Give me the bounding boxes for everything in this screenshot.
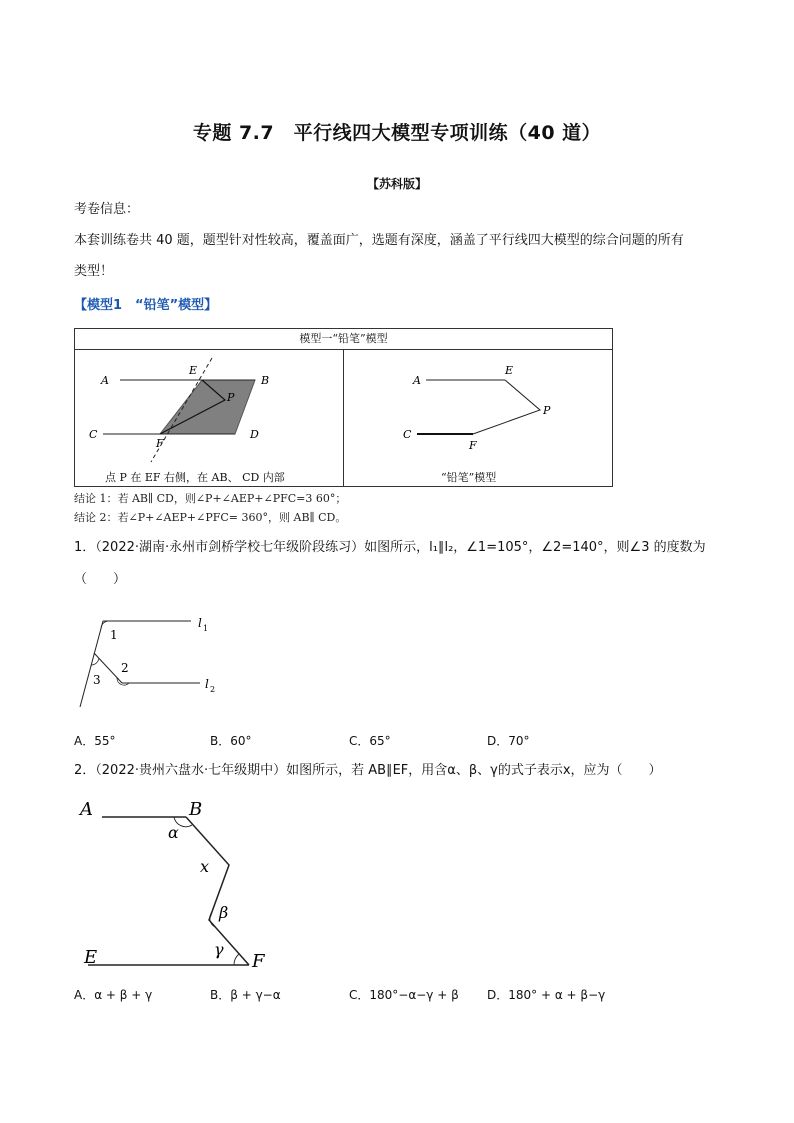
label-c-left: C [89, 428, 98, 441]
label-l2-sub: 2 [210, 685, 216, 694]
angle-3-label: 3 [93, 673, 101, 687]
q1-option-c[interactable]: C．65° [349, 734, 391, 748]
question-1-number: 1． [74, 540, 96, 555]
label-e: E [84, 947, 98, 968]
label-e-right: E [505, 364, 514, 377]
model-figure-drawings [75, 350, 612, 487]
right-caption: “铅笔”模型 [441, 471, 497, 484]
angle-gamma-arc [234, 954, 239, 965]
q2-option-b[interactable]: B．β + γ−α [210, 988, 281, 1002]
label-beta: β [219, 903, 229, 922]
label-x: x [200, 857, 210, 876]
angle-1-label: 1 [110, 628, 118, 642]
question-1-text: （2022·湖南·永州市剑桥学校七年级阶段练习）如图所示，l₁∥l₂，∠1=105°，∠2=140°，则∠3 的度数为 [95, 540, 706, 555]
q1-option-b[interactable]: B．60° [210, 734, 252, 748]
q2-option-d[interactable]: D．180° + α + β−γ [487, 988, 606, 1002]
label-b-left: B [261, 374, 270, 387]
label-a: A [80, 799, 93, 820]
section-model1-heading: 【模型1 “铅笔”模型】 [74, 298, 218, 313]
conclusion-2: 结论 2：若∠P+∠AEP+∠PFC= 360°，则 AB∥ CD。 [74, 511, 347, 524]
left-caption: 点 P 在 EF 右侧，在 AB、 CD 内部 [105, 471, 285, 484]
question-1-stem [74, 538, 706, 558]
info-text-line1: 本套训练卷共 40 题，题型针对性较高，覆盖面广，选题有深度，涵盖了平行线四大模型的综合问题的所有 [74, 233, 684, 248]
label-f: F [252, 951, 265, 972]
label-gamma: γ [214, 940, 224, 959]
label-p-left: P [227, 391, 235, 404]
label-f-left: F [156, 437, 164, 450]
info-label: 考卷信息： [74, 202, 140, 217]
label-l2: l [205, 677, 209, 691]
model-figure-table [74, 328, 613, 487]
label-e-left: E [189, 364, 198, 377]
info-text-line2: 类型！ [74, 264, 114, 279]
label-p-right: P [543, 404, 551, 417]
q1-option-d[interactable]: D．70° [487, 734, 530, 748]
label-l1-sub: 1 [203, 624, 209, 633]
label-a-left: A [101, 374, 109, 387]
label-b: B [189, 799, 203, 820]
label-l1: l [198, 616, 202, 630]
label-alpha: α [168, 823, 179, 842]
model-figure-header: 模型一“铅笔”模型 [75, 329, 612, 350]
edition-label: 【苏科版】 [366, 177, 427, 191]
question-1-bracket: （ ） [74, 572, 127, 587]
conclusion-1: 结论 1：若 AB∥ CD，则∠P+∠AEP+∠PFC=3 60°； [74, 492, 347, 505]
label-f-right: F [469, 439, 477, 452]
pencil-shape-right [473, 380, 540, 434]
q2-option-c[interactable]: C．180°−α−γ + β [349, 988, 459, 1002]
document-title: 专题 7.7 平行线四大模型专项训练（40 道） [192, 122, 602, 144]
question-2-figure [74, 795, 294, 975]
label-c-right: C [403, 428, 412, 441]
transversal-line [80, 621, 103, 707]
question-1-figure [74, 610, 234, 710]
q2-option-a[interactable]: A．α + β + γ [74, 988, 153, 1002]
q1-option-a[interactable]: A．55° [74, 734, 116, 748]
question-2-text: （2022·贵州六盘水·七年级期中）如图所示，若 AB∥EF，用含α、β、γ的式子表示x，应为（ ） [95, 763, 662, 778]
angle-2-label: 2 [121, 661, 129, 675]
label-d-left: D [250, 428, 259, 441]
label-a-right: A [413, 374, 421, 387]
question-2-stem [74, 761, 662, 781]
question-2-number: 2． [74, 763, 96, 778]
